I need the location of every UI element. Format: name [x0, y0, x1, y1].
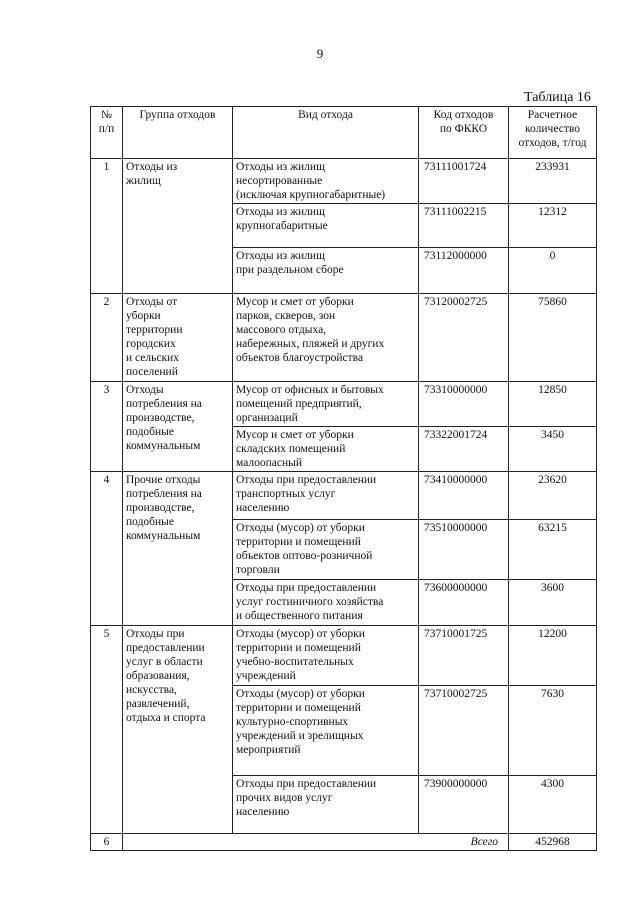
waste-code: 73111001724 [419, 159, 509, 204]
waste-type: Мусор и смет от уборки парков, скверов, зон массового отдыха, набережных, пляжей и других объектов благоустройства [233, 294, 419, 382]
waste-type: Отходы (мусор) от уборки территории и помещений учебно-воспитательных учреждений [233, 626, 419, 686]
waste-amount: 7630 [509, 686, 597, 776]
waste-type: Отходы (мусор) от уборки территории и помещений культурно-спортивных учреждений и зрелищных мероприятий [233, 686, 419, 776]
group-name: Отходы от уборки территории городских и сельских поселений [123, 294, 233, 382]
waste-amount: 0 [509, 248, 597, 294]
waste-code: 73710002725 [419, 686, 509, 776]
waste-amount: 3600 [509, 580, 597, 626]
waste-code: 73710001725 [419, 626, 509, 686]
waste-code: 73120002725 [419, 294, 509, 382]
waste-code: 73510000000 [419, 520, 509, 580]
table-row [91, 626, 597, 686]
header-code: Код отходов по ФККО [419, 107, 509, 159]
table-row [91, 472, 597, 520]
waste-amount: 75860 [509, 294, 597, 382]
waste-type: Отходы из жилищ несортированные (исключая крупногабаритные) [233, 159, 419, 204]
group-name: Отходы потребления на производстве, подобные коммунальным [123, 382, 233, 472]
total-amount: 452968 [509, 834, 597, 851]
header-amount: Расчетное количество отходов, т/год [509, 107, 597, 159]
waste-type: Отходы из жилищ при раздельном сборе [233, 248, 419, 294]
table-title: Таблица 16 [524, 90, 591, 105]
waste-code: 73322001724 [419, 427, 509, 472]
total-label-text: Всего [470, 836, 498, 848]
row-num: 6 [91, 834, 123, 851]
waste-code: 73112000000 [419, 248, 509, 294]
waste-type: Мусор и смет от уборки складских помещений малоопасный [233, 427, 419, 472]
header-num: № п/п [91, 107, 123, 159]
table-row [91, 159, 597, 204]
header-row [91, 107, 597, 159]
waste-type: Мусор от офисных и бытовых помещений предприятий, организаций [233, 382, 419, 427]
table-row [91, 382, 597, 427]
waste-code: 73310000000 [419, 382, 509, 427]
waste-type: Отходы при предоставлении услуг гостиничного хозяйства и общественного питания [233, 580, 419, 626]
waste-code: 73111002215 [419, 204, 509, 248]
row-num: 5 [91, 626, 123, 834]
waste-type: Отходы при предоставлении прочих видов услуг населению [233, 776, 419, 834]
waste-amount: 4300 [509, 776, 597, 834]
waste-code: 73600000000 [419, 580, 509, 626]
row-num: 2 [91, 294, 123, 382]
waste-type: Отходы при предоставлении транспортных услуг населению [233, 472, 419, 520]
page-number: 9 [316, 46, 324, 61]
waste-amount: 63215 [509, 520, 597, 580]
header-group: Группа отходов [123, 107, 233, 159]
waste-code: 73410000000 [419, 472, 509, 520]
row-num: 4 [91, 472, 123, 626]
waste-amount: 12850 [509, 382, 597, 427]
header-type: Вид отхода [233, 107, 419, 159]
total-row [91, 834, 597, 851]
waste-type: Отходы из жилищ крупногабаритные [233, 204, 419, 248]
group-name: Отходы из жилищ [123, 159, 233, 294]
waste-amount: 3450 [509, 427, 597, 472]
group-name: Отходы при предоставлении услуг в области образования, искусства, развлечений, отдыха и спорта [123, 626, 233, 834]
group-name: Прочие отходы потребления на производстве, подобные коммунальным [123, 472, 233, 626]
waste-amount: 23620 [509, 472, 597, 520]
waste-amount: 12200 [509, 626, 597, 686]
row-num: 1 [91, 159, 123, 294]
row-num: 3 [91, 382, 123, 472]
waste-code: 73900000000 [419, 776, 509, 834]
waste-amount: 12312 [509, 204, 597, 248]
total-label [123, 834, 509, 851]
waste-amount: 233931 [509, 159, 597, 204]
waste-table [90, 106, 597, 851]
table-row [91, 294, 597, 382]
waste-type: Отходы (мусор) от уборки территории и помещений объектов оптово-розничной торговли [233, 520, 419, 580]
